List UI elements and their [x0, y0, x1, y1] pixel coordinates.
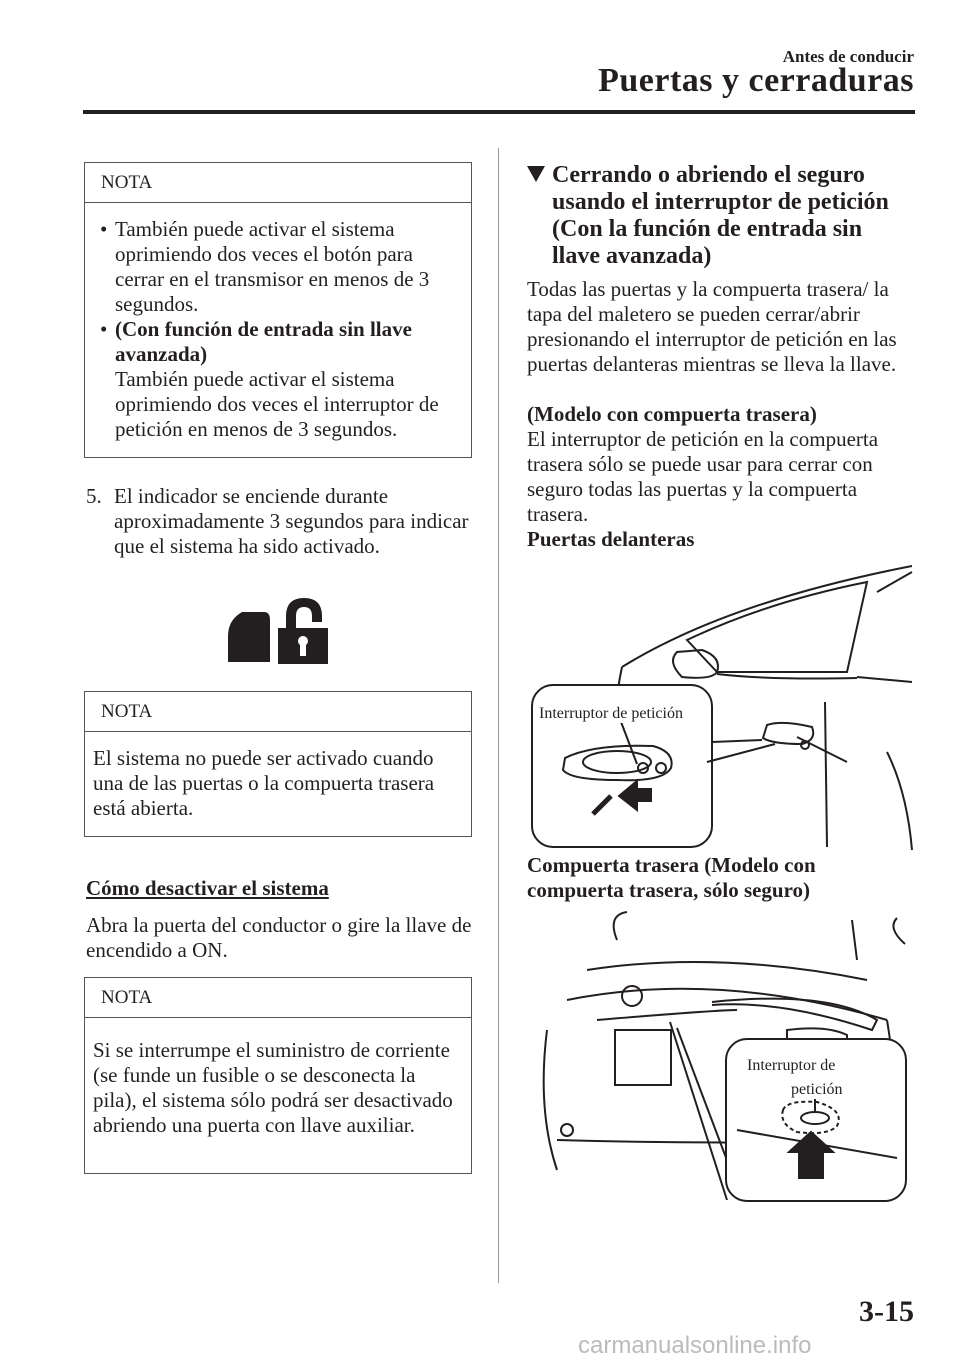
step-text: El indicador se enciende durante aproximadamente 3 segundos para indicar que el sistema ha sido activado. — [114, 484, 469, 558]
page-number: 3-15 — [859, 1295, 914, 1328]
model-heading: (Modelo con compuerta trasera) — [527, 402, 817, 426]
header-rule — [83, 110, 915, 114]
note-box-3 — [84, 977, 472, 1174]
bullet-text: También puede activar el sistema oprimiendo dos veces el botón para cerrar en el transmisor en menos de 3 segundos. — [115, 217, 430, 316]
callout-leader-front — [705, 722, 805, 782]
subheading-deactivate: Cómo desactivar el sistema — [86, 876, 329, 900]
step-5 — [86, 484, 472, 559]
liftgate-illustration — [527, 910, 917, 1200]
note-bullet — [93, 217, 463, 317]
callout-box-liftgate — [725, 1038, 907, 1202]
note-text: Si se interrumpe el suministro de corriente (se funde un fusible o se desconecta la pila), el sistema sólo podrá ser desactivado abriendo una puerta con llave auxiliar. — [93, 1038, 453, 1137]
liftgate-caption: Compuerta trasera (Modelo con compuerta trasera, sólo seguro) — [527, 853, 816, 902]
step-number: 5. — [86, 484, 102, 508]
section-heading — [527, 162, 907, 270]
callout-label-front: Interruptor de petición — [539, 705, 683, 722]
header-section: Antes de conducir — [782, 47, 914, 66]
note-box-2 — [84, 691, 472, 837]
bullet-dot: • — [100, 217, 108, 241]
footer-watermark: carmanualsonline.info — [578, 1332, 812, 1359]
callout-label-liftgate-1: Interruptor de — [747, 1057, 836, 1074]
bullet-bold: (Con función de entrada sin llave avanzada) — [115, 317, 412, 366]
page-title: Puertas y cerraduras — [598, 62, 914, 99]
deactivate-paragraph: Abra la puerta del conductor o gire la llave de encendido a ON. — [86, 913, 472, 962]
callout-box-front — [531, 684, 713, 848]
bullet-text: También puede activar el sistema oprimiendo dos veces el interruptor de petición en menos de 3 segundos. — [115, 367, 439, 441]
right-paragraph-1: Todas las puertas y la compuerta trasera/ la tapa del maletero se pueden cerrar/abrir presionando el interruptor de petición en las puertas delanteras mientras se lleva la llave. — [527, 277, 897, 376]
column-divider — [498, 148, 499, 1283]
note-box-1 — [84, 162, 472, 458]
triangle-marker-icon — [527, 166, 545, 182]
security-indicator-icon — [224, 594, 330, 668]
note-bullet — [93, 317, 463, 442]
front-doors-caption: Puertas delanteras — [527, 527, 695, 551]
front-door-illustration — [527, 562, 917, 850]
note-text: El sistema no puede ser activado cuando una de las puertas o la compuerta trasera está abierta. — [93, 746, 435, 820]
bullet-dot: • — [100, 317, 108, 341]
right-paragraph-2: El interruptor de petición en la compuerta trasera sólo se puede usar para cerrar con seguro todas las puertas y la compuerta trasera. — [527, 427, 879, 526]
callout-label-liftgate-2: petición — [791, 1081, 843, 1098]
note-heading: NOTA — [85, 978, 471, 1018]
note-heading: NOTA — [85, 692, 471, 732]
section-heading-text: Cerrando o abriendo el seguro usando el interruptor de petición (Con la función de entrada sin llave avanzada) — [552, 162, 889, 269]
note-heading: NOTA — [85, 163, 471, 203]
